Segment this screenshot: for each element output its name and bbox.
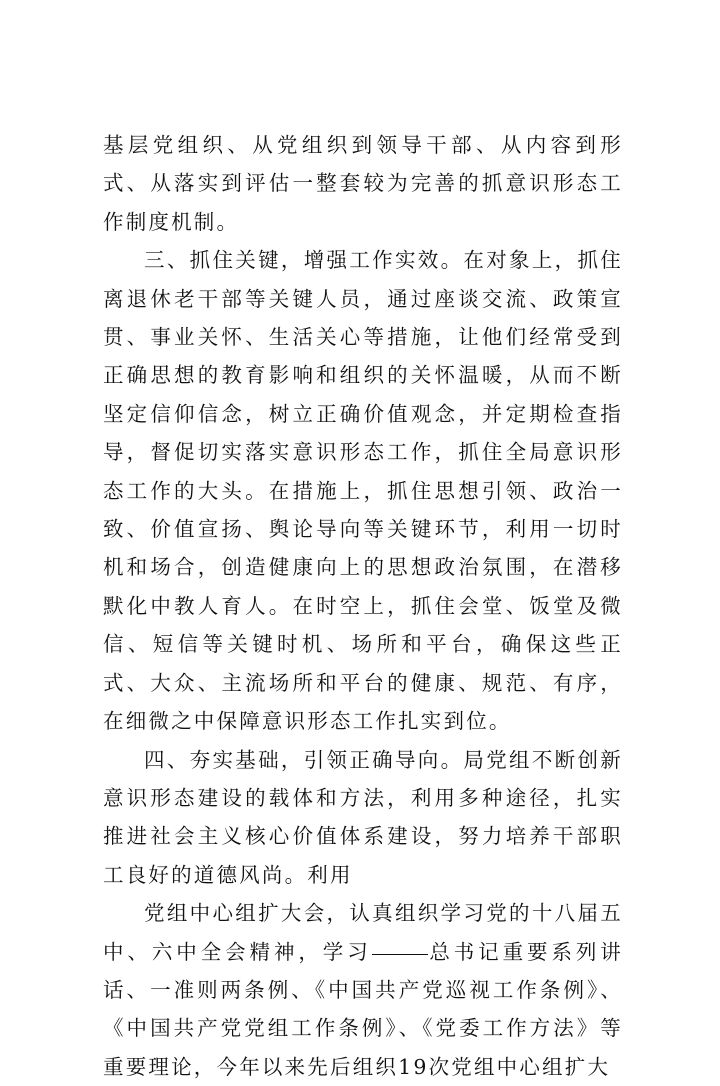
paragraph-text-before-blank: 党组中心组扩大会，认真组织学习党的十八届五中、六中全会精神，学习	[103, 901, 623, 964]
fill-in-blank-underline	[372, 953, 428, 955]
paragraph-section-four: 四、夯实基础，引领正确导向。局党组不断创新意识形态建设的载体和方法，利用多种途径，扎实推进社会主义核心价值体系建设，努力培养干部职工良好的道德风尚。利用	[103, 747, 623, 887]
paragraph-study-meeting	[103, 894, 623, 1086]
paragraph-continuation: 基层党组织、从党组织到领导干部、从内容到形式、从落实到评估一整套较为完善的抓意识形态工作制度机制。	[103, 133, 623, 234]
paragraph-text-after-blank: 总书记重要系列讲话、一准则两条例、《中国共产党巡视工作条例》、《中国共产党党组工作条例》、《党委工作方法》等重要理论，今年以来先后组织19次党组中心组扩大	[103, 939, 623, 1079]
paragraph-section-three: 三、抓住关键，增强工作实效。在对象上，抓住离退休老干部等关键人员，通过座谈交流、政策宣贯、事业关怀、生活关心等措施，让他们经常受到正确思想的教育影响和组织的关怀温暖，从而不断坚定信仰信念，树立正确价值观念，并定期检查指导，督促切实落实意识形态工作，抓住全局意识形态工作的大头。在措施上，抓住思想引领、政治一致、价值宣扬、舆论导向等关键环节，利用一切时机和场合，创造健康向上的思想政治氛围，在潜移默化中教人育人。在时空上，抓住会堂、饭堂及微信、短信等关键时机、场所和平台，确保这些正式、大众、主流场所和平台的健康、规范、有序，在细微之中保障意识形态工作扎实到位。	[103, 248, 623, 734]
document-body	[103, 126, 623, 1086]
